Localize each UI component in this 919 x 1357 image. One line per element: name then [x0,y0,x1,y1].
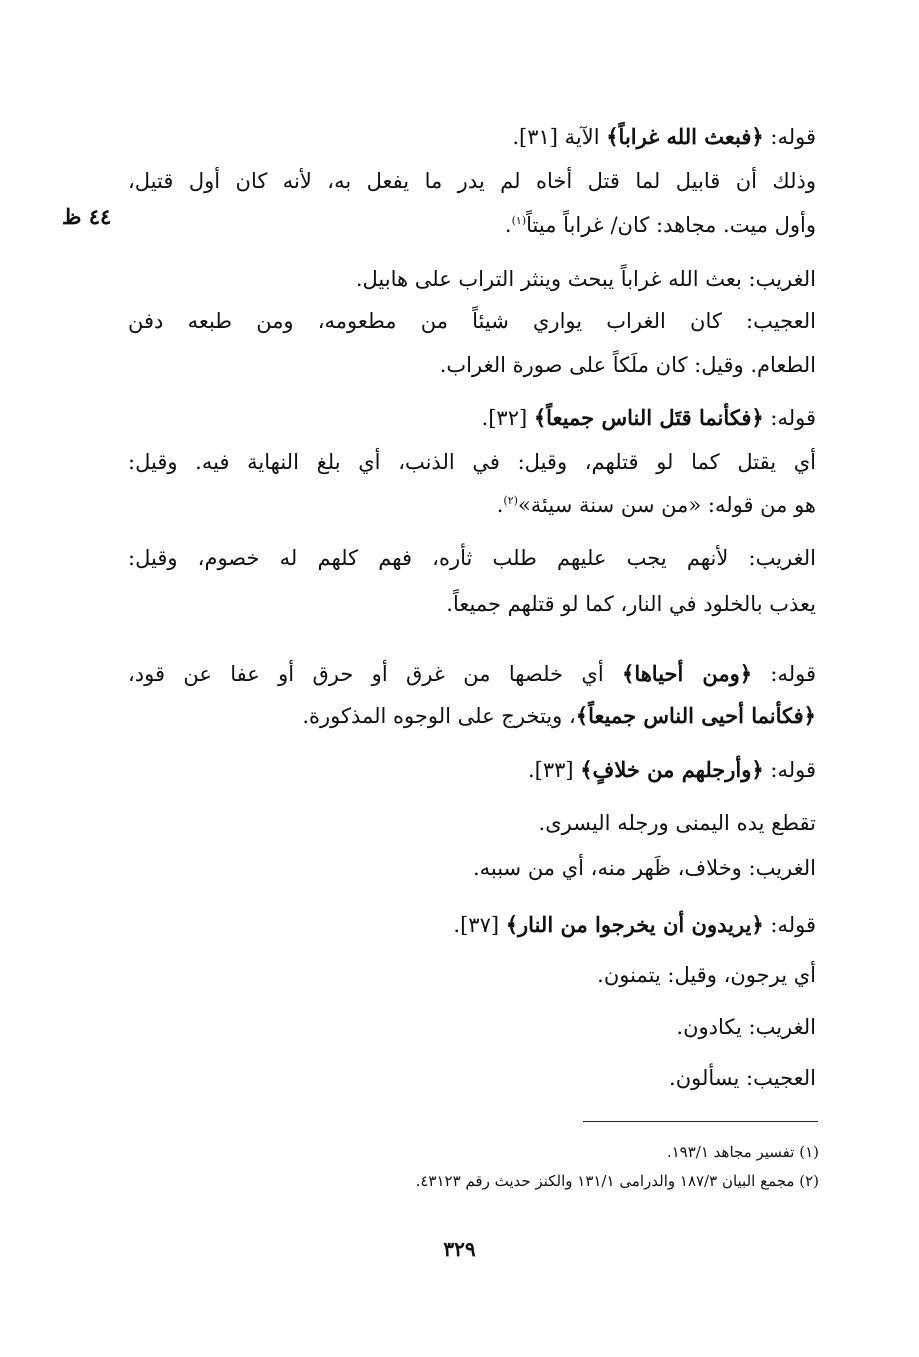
text-line [497,490,816,520]
text-line [128,659,816,689]
text-span: [٣٣]. [527,758,581,782]
text-span: وذلك أن قابيل لما قتل أخاه لم يدر ما يفعل به، لأنه كان أول قتيل، [128,169,816,193]
margin-folio-note: ٤٤ ظ [62,204,112,229]
quran-quote: ﴿فكأنما أحيى الناس جميعاً﴾ [575,703,816,728]
footnote: (١) تفسير مجاهد ١٩٣/١. [666,1143,819,1161]
text-span: العجيب: يسألون. [669,1066,816,1090]
page-number: ٣٢٩ [443,1237,476,1261]
text-span: . [504,213,512,237]
text-line [528,755,816,785]
text-span: . [496,493,504,517]
text-span: الغريب: لأنهم يجب عليهم طلب ثأره، فهم كلهم له خصوم، وقيل: [128,546,816,570]
text-span: ، ويتخرج على الوجوه المذكورة. [302,704,576,728]
quran-quote: ﴿وأرجلهم من خلافٍ﴾ [580,757,764,782]
text-line [453,910,816,940]
text-line [597,960,816,990]
text-span: أي خلصها من غرق أو حرق أو عفا عن قود، [128,662,623,686]
text-span: أي يرجون، وقيل: يتمنون. [597,963,816,987]
text-span: وأول ميت. مجاهد: كان/ غراباً ميتاً [526,213,816,237]
text-line [356,264,816,294]
text-line [128,166,816,196]
text-span: الآية [٣١]. [512,125,607,149]
text-line [302,701,816,731]
text-line [676,1012,816,1042]
text-span: قوله: [763,125,816,149]
text-line [505,210,816,240]
text-span: أي يقتل كما لو قتلهم، وقيل: في الذنب، أي بلغ النهاية فيه. وقيل: [128,450,816,474]
text-span: قوله: [763,758,816,782]
text-span: الطعام. وقيل: كان ملَكاً على صورة الغراب. [439,353,816,377]
text-line [440,350,816,380]
footnote: (٢) مجمع البيان ١٨٧/٣ والدرامى ١٣١/١ والكنز حديث رقم ٤٣١٢٣. [415,1172,819,1190]
text-line [512,122,816,152]
text-span: قوله: [752,662,816,686]
footnote-marker: (٢) [503,494,518,507]
text-span: الغريب: بعث الله غراباً يبحث وينثر التراب على هابيل. [355,267,816,291]
text-line [446,589,816,619]
text-line [482,403,816,433]
quran-quote: ﴿ومن أحياها﴾ [622,661,753,686]
text-line [539,808,816,838]
text-span: العجيب: كان الغراب يواري شيئاً من مطعومه، ومن طبعه دفن [128,309,816,333]
text-span: هو من قوله: «من سن سنة سيئة» [517,493,816,517]
text-line [473,853,816,883]
text-span: [٣٢]. [481,406,534,430]
quran-quote: ﴿يريدون أن يخرجوا من النار﴾ [505,912,764,937]
footnote-separator [583,1121,818,1122]
text-line [669,1063,816,1093]
text-line [128,543,816,573]
text-span: [٣٧]. [453,913,506,937]
text-span: قوله: [763,406,816,430]
footnote-marker: (١) [511,214,527,227]
text-line [128,306,816,336]
text-span: تقطع يده اليمنى ورجله اليسرى. [538,811,816,835]
text-span: الغريب: يكادون. [676,1015,816,1039]
text-line [128,447,816,477]
quran-quote: ﴿فكأنما قتَل الناس جميعاً﴾ [533,405,764,430]
text-span: الغريب: وخلاف، ظَهر منه، أي من سببه. [472,856,816,880]
text-span: يعذب بالخلود في النار، كما لو قتلهم جميعاً. [446,592,816,616]
text-span: قوله: [763,913,816,937]
quran-quote: ﴿فبعث الله غراباً﴾ [606,124,764,149]
